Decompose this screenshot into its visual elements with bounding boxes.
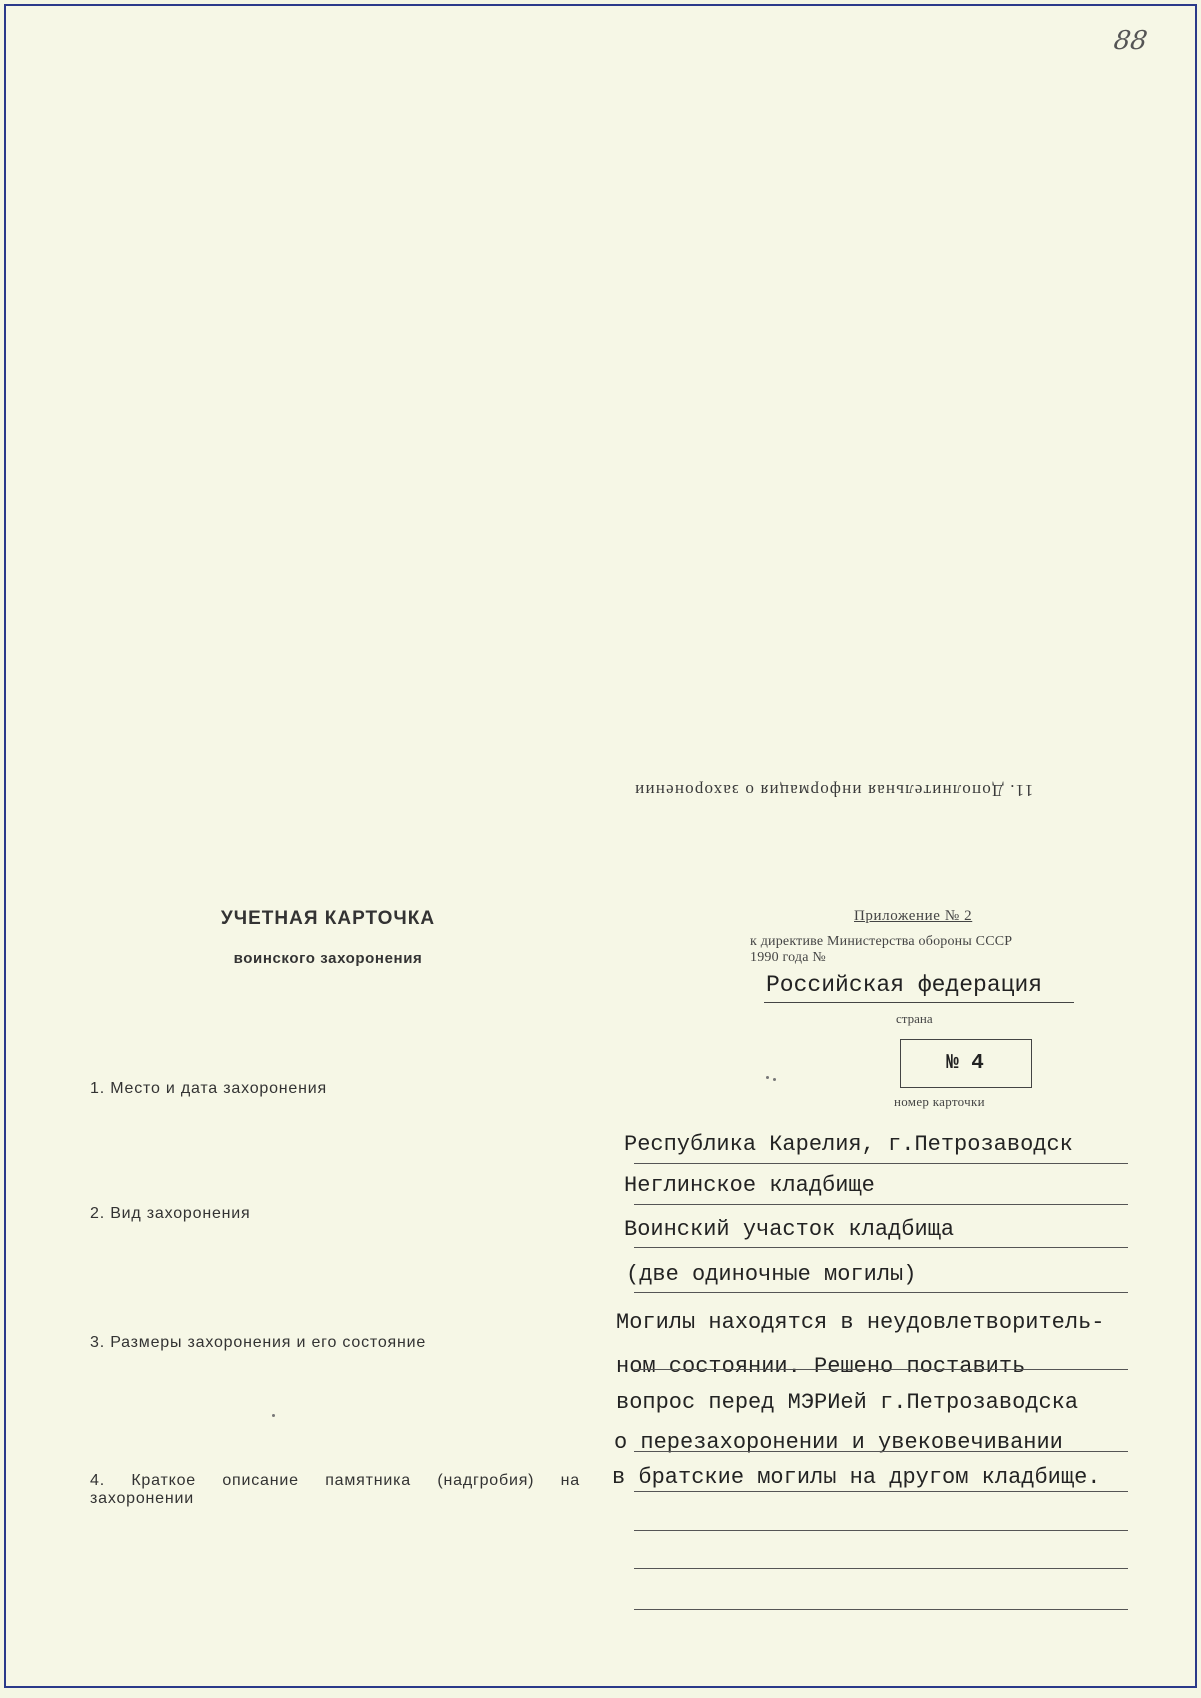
typed-line: в братские могилы на другом кладбище. <box>612 1465 1101 1490</box>
typed-line: о перезахоронении и увековечивании <box>614 1430 1063 1455</box>
stray-mark <box>766 1076 769 1079</box>
typed-line: Неглинское кладбище <box>624 1173 875 1198</box>
field-label-monument-line-2: захоронении <box>90 1490 194 1507</box>
card-page <box>6 6 1195 1686</box>
country-underline <box>764 1002 1074 1003</box>
field-label-burial-type: 2. Вид захоронения <box>90 1205 251 1222</box>
field-label-monument-line-1: 4. Краткое описание памятника (надгробия) на <box>90 1472 580 1489</box>
directive-line-2: 1990 года № <box>750 950 826 965</box>
typed-line: вопрос перед МЭРИей г.Петрозаводска <box>616 1390 1079 1415</box>
entry-rule <box>634 1568 1128 1569</box>
typed-line: ном состоянии. Решено поставить <box>616 1354 1026 1379</box>
entry-rule <box>634 1247 1128 1248</box>
country-caption: страна <box>896 1011 933 1026</box>
field-label-size-state: 3. Размеры захоронения и его состояние <box>90 1334 427 1351</box>
mirrored-section-heading: 11. Дополнительная информация о захоронении <box>634 781 1034 800</box>
entry-rule <box>634 1163 1128 1164</box>
entry-rule <box>634 1451 1128 1452</box>
field-label-monument <box>90 1472 590 1508</box>
typed-line: Воинский участок кладбища <box>624 1217 955 1242</box>
card-number-underline <box>900 1087 1032 1088</box>
country-value: Российская федерация <box>766 972 1043 998</box>
entry-rule <box>634 1530 1128 1531</box>
entry-rule <box>634 1609 1128 1610</box>
stray-mark <box>272 1414 275 1417</box>
appendix-label: Приложение № 2 <box>854 908 973 924</box>
page-number: 88 <box>1111 26 1150 56</box>
entry-rule <box>634 1369 1128 1370</box>
typed-line: (две одиночные могилы) <box>626 1262 917 1287</box>
entry-rule <box>634 1491 1128 1492</box>
typed-line: Могилы находятся в неудовлетворитель- <box>616 1310 1105 1335</box>
typed-line: Республика Карелия, г.Петрозаводск <box>624 1132 1073 1157</box>
field-label-burial-place: 1. Место и дата захоронения <box>90 1080 327 1097</box>
card-number-caption: номер карточки <box>894 1094 985 1109</box>
directive-line-1: к директиве Министерства обороны СССР <box>750 934 1013 949</box>
entry-rule <box>634 1292 1128 1293</box>
directive-reference <box>750 934 1012 966</box>
stray-mark <box>773 1078 776 1081</box>
card-title: УЧЕТНАЯ КАРТОЧКА <box>220 908 436 929</box>
card-subtitle: воинского захоронения <box>233 950 423 967</box>
entry-rule <box>634 1204 1128 1205</box>
card-number-value: № 4 <box>946 1052 984 1075</box>
